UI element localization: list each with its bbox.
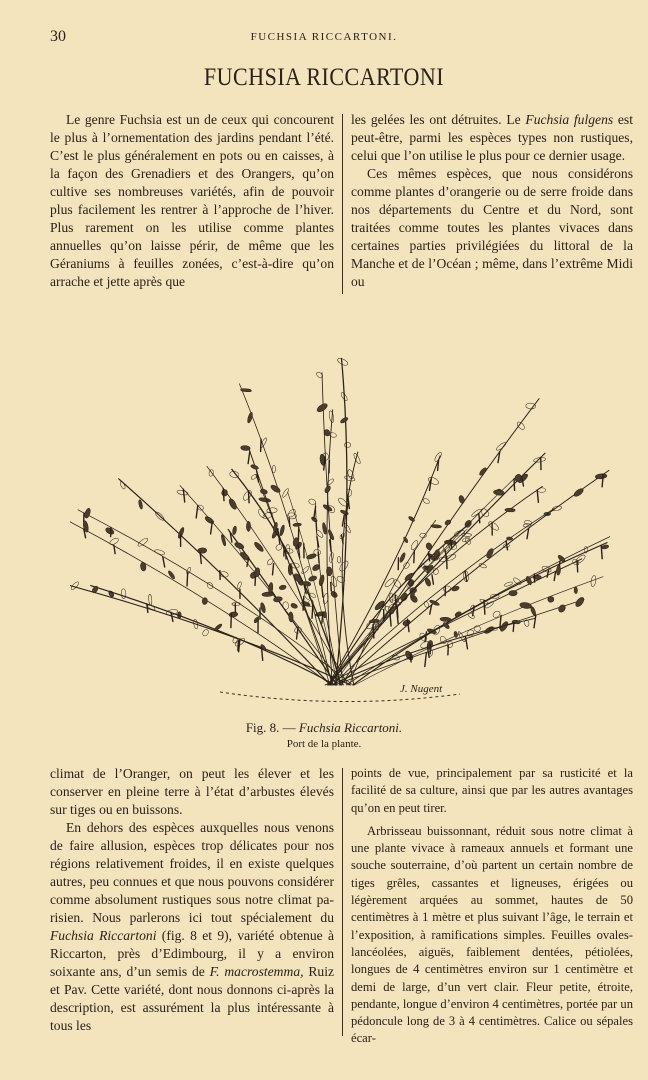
text-run: est peut-être, parmi les espèces types non rustiques, celui que l’on utilise le plus pour ce dernier usage.: [351, 112, 633, 163]
text-run: (fig. 8 et 9), variété obtenue à Riccarton, près d’Edimbourg, il y a environ soixante ans, d’un semis de: [50, 928, 335, 979]
column-bottom-right: [351, 765, 633, 1048]
species-name: Fuchsia fulgens: [525, 112, 614, 127]
paragraph: [351, 111, 633, 165]
paragraph: Le genre Fuchsia est un de ceux qui concourent le plus à l’ornementation des jardins pendant l’été. C’est le plus généralement en pots ou en caisses, à la façon des Grenadiers et des Orangers, qu’on cultive ses nombreuses variétés, afin de pouvoir plus facilement les rentrer à l’approche de l’hiver. Plus rarement on les utilise comme plantes annuelles qu’on laisse périr, de même que les Géraniums à feuilles zonées, c’est-à-dire qu’on arrache et jette après que: [50, 112, 334, 289]
column-rule-top: [342, 114, 343, 294]
column-top-left: [50, 111, 334, 291]
column-bottom-left: [50, 765, 334, 1035]
fuchsia-shrub-illustration: [70, 300, 610, 712]
text-run: En dehors des espèces auxquelles nous venons de faire allusion, espèces trop délicates pour nos régions relativement froides, il en existe quelques autres, peu connues et que nous pouvons considérer comme absolument rustiques sous notre climat parisien. Nous parlerons ici tout spécialement du: [50, 820, 334, 925]
text-run: les gelées les ont détruites. Le: [351, 112, 526, 127]
species-name: Fuchsia Riccartoni: [50, 928, 157, 943]
column-rule-bottom: [342, 768, 343, 1036]
column-top-right: [351, 111, 633, 291]
page-number: 30: [50, 28, 66, 45]
caption-prefix: Fig. 8. —: [245, 720, 299, 735]
figure-caption: [0, 720, 648, 736]
paragraph: points de vue, principalement par sa rusticité et la facilité de sa culture, ainsi que par les autres avantages qu’on en peut tirer.: [351, 766, 633, 815]
species-name: F. macrostemma,: [209, 964, 304, 979]
figure-subcaption: Port de la plante.: [286, 738, 362, 750]
running-head: FUCHSIA RICCARTONI.: [250, 31, 398, 43]
paragraph: [50, 819, 334, 1035]
illustrator-signature-image: J. Nugent: [400, 683, 443, 695]
paragraph: Ces mêmes espèces, que nous considérons comme plantes d’orangerie ou de serre froide dans nos départements du Centre et du Nord, sont traitées comme toutes les plantes vivaces dans certaines parties privilégiées du littoral de la Manche et de l’Océan ; même, dans l’extrême Midi ou: [351, 166, 633, 289]
article-title: FUCHSIA RICCARTONI: [203, 62, 445, 91]
paragraph: Arbrisseau buissonnant, réduit sous notre climat à une plante vivace à rameaux annuels et formant une souche souterraine, d’où partent un certain nombre de tiges grêles, cassantes et ligneuses, érigées ou légèrement arquées au sommet, hautes de 50 centimètres à 1 mètre et plus suivant l’âge, le terrain et l’exposition, à ramifications simples. Feuilles ovales-lancéolées, aiguës, faiblement dentées, pétiolées, longues de 4 centimètres environ sur 1 centimètre et demi de large, d’un vert clair. Fleur petite, étroite, pendante, longue d’environ 4 centimètres, portée par un pédoncule long de 3 à 4 centimètres. Calice ou sépales écar-: [351, 823, 633, 1046]
caption-species: Fuchsia Riccartoni.: [298, 720, 403, 735]
paragraph: climat de l’Oranger, on peut les élever et les conserver en pleine terre à l’état d’arbustes élevés sur tiges ou en buissons.: [50, 766, 334, 817]
text-run: Ruiz et Pav. Cette variété, dont nous donnons ci-après la description, est assurément la plus intéressante à tous les: [50, 964, 334, 1033]
